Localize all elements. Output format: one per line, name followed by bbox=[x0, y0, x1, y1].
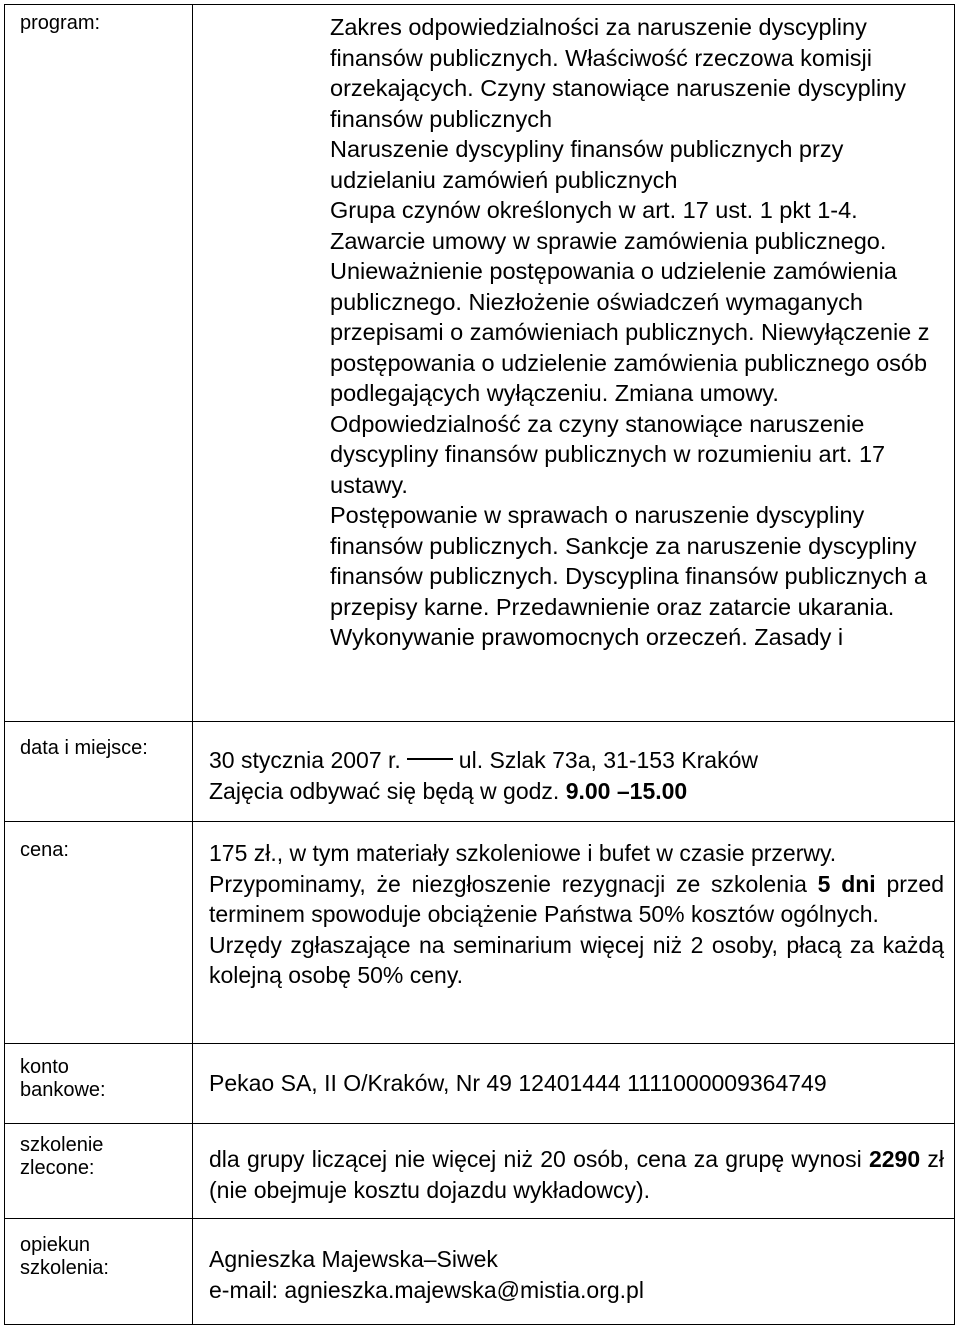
program-item-text: Odpowiedzialność za czyny stanowiące naruszenie dyscypliny finansów publicznych w rozumieniu art. 17 ustawy. bbox=[330, 410, 886, 498]
caretaker-name: Agnieszka Majewska–Siwek bbox=[209, 1246, 498, 1272]
row-divider-price bbox=[4, 821, 955, 822]
date-place-line2 bbox=[209, 776, 939, 807]
row-divider-account bbox=[4, 1043, 955, 1044]
reminder-days: 5 dni bbox=[817, 870, 876, 897]
label-caretaker-line2: szkolenia: bbox=[20, 1257, 109, 1279]
dash-separator bbox=[407, 758, 453, 760]
program-item-text: Grupa czynów określonych w art. 17 ust. 1 pkt 1-4. Zawarcie umowy w sprawie zamówienia publicznego. Unieważnienie postępowania o udzielenie zamówienia publicznego. Niezłożenie oświadczeń wymaganych przepisami o zamówieniach publicznych. Niewyłączenie z postępowania o udzielenie zamówienia publicznego osób podlegających wyłączeniu. Zmiana umowy. bbox=[330, 197, 930, 406]
event-address: ul. Szlak 73a, 31-153 Kraków bbox=[458, 747, 758, 773]
row-divider-ordered bbox=[4, 1123, 955, 1124]
label-date-place: data i miejsce: bbox=[20, 737, 148, 759]
label-program: program: bbox=[20, 12, 101, 34]
event-date: 30 stycznia 2007 r. bbox=[209, 747, 401, 773]
price-amount: 175 zł. bbox=[209, 840, 277, 866]
row-divider-caretaker bbox=[4, 1218, 955, 1219]
reminder-suffix: przed terminem spowoduje obciążenie Państwa 50% kosztów ogólnych. bbox=[209, 870, 944, 927]
caretaker-content bbox=[209, 1244, 944, 1305]
date-place-content bbox=[209, 745, 939, 806]
program-item-text: Naruszenie dyscypliny finansów publicznych przy udzielaniu zamówień publicznych bbox=[330, 136, 844, 193]
hours-dash: – bbox=[616, 777, 630, 804]
price-includes: , w tym materiały szkoleniowe i bufet w czasie przerwy. bbox=[276, 840, 837, 866]
label-bank-account bbox=[20, 1056, 106, 1102]
caretaker-email[interactable]: e-mail: agnieszka.majewska@mistia.org.pl bbox=[209, 1276, 644, 1303]
label-caretaker bbox=[20, 1234, 109, 1280]
column-divider bbox=[192, 4, 193, 1325]
program-item bbox=[330, 12, 950, 134]
label-bank-account-line1: konto bbox=[20, 1056, 69, 1078]
ordered-content bbox=[209, 1144, 944, 1205]
ordered-amount: 2290 bbox=[868, 1146, 921, 1172]
program-item bbox=[330, 409, 950, 501]
price-offices: Urzędy zgłaszające na seminarium więcej niż 2 osoby, płacą za każdą kolejną osobę 50% ceny. bbox=[209, 931, 944, 988]
label-ordered-line2: zlecone: bbox=[20, 1157, 95, 1179]
label-bank-account-line2: bankowe: bbox=[20, 1079, 106, 1101]
ordered-prefix: dla grupy liczącej nie więcej niż 20 osób, cena za grupę wynosi bbox=[209, 1146, 869, 1172]
ordered-suffix: zł (nie obejmuje kosztu dojazdu wykładowcy). bbox=[209, 1146, 944, 1203]
hours-start: 9.00 bbox=[565, 777, 611, 804]
program-item bbox=[330, 500, 950, 653]
label-ordered-line1: szkolenie bbox=[20, 1134, 104, 1156]
hours-prefix: Zajęcia odbywać się będą w godz. bbox=[209, 777, 566, 804]
date-place-line1 bbox=[209, 745, 939, 776]
reminder-prefix: Przypominamy, że niezgłoszenie rezygnacji ze szkolenia bbox=[209, 870, 818, 897]
price-reminder bbox=[209, 869, 944, 930]
program-item-text: Postępowanie w sprawach o naruszenie dyscypliny finansów publicznych. Sankcje za naruszenie dyscypliny finansów publicznych. Dyscyplina finansów publicznych a przepisy karne. Przedawnienie oraz zatarcie ukarania. Wykonywanie prawomocnych orzeczeń. Zasady i bbox=[330, 502, 927, 650]
label-price: cena: bbox=[20, 839, 69, 861]
price-content bbox=[209, 838, 944, 991]
row-divider-date bbox=[4, 721, 955, 722]
program-item-text: Zakres odpowiedzialności za naruszenie dyscypliny finansów publicznych. Właściwość rzeczowa komisji orzekających. Czyny stanowiące naruszenie dyscypliny finansów publicznych bbox=[330, 14, 907, 132]
price-line bbox=[209, 838, 944, 869]
program-item bbox=[330, 195, 950, 409]
label-caretaker-line1: opiekun bbox=[20, 1234, 91, 1256]
label-ordered bbox=[20, 1134, 103, 1180]
program-list bbox=[330, 12, 950, 712]
bank-account: Pekao SA, II O/Kraków, Nr 49 12401444 1111000009364749 bbox=[209, 1070, 827, 1096]
program-item bbox=[330, 134, 950, 195]
hours-end: 15.00 bbox=[629, 777, 688, 804]
